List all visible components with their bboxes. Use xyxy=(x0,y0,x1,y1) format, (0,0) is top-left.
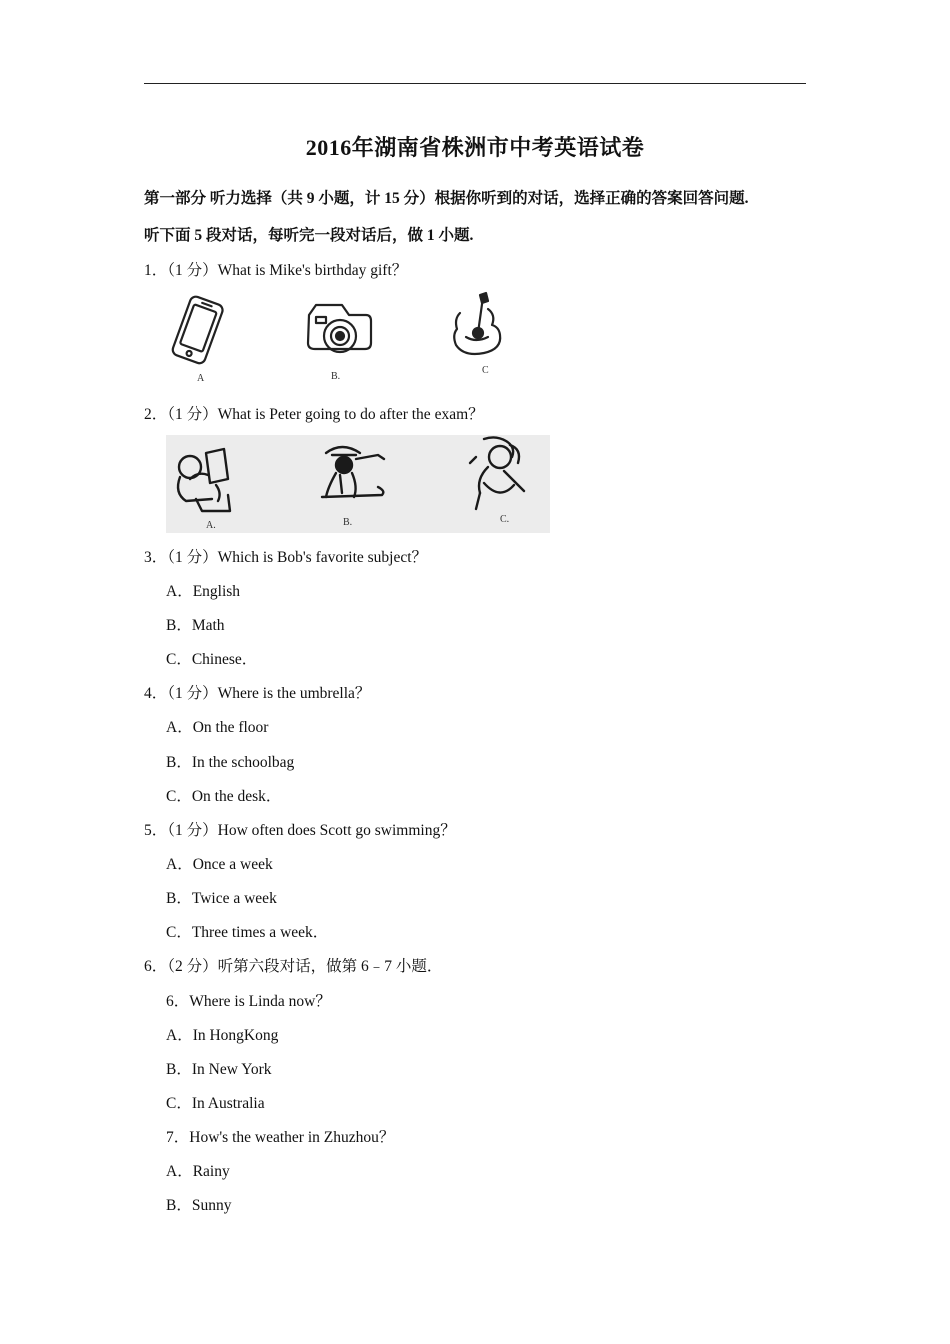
question-5-option-a[interactable]: A．Once a week xyxy=(166,856,273,873)
section-instruction: 听下面 5 段对话，每听完一段对话后，做 1 小题. xyxy=(144,227,474,244)
question-5-option-b[interactable]: B．Twice a week xyxy=(166,890,277,907)
subquestion-7-option-b[interactable]: B．Sunny xyxy=(166,1197,232,1214)
guitar-icon xyxy=(454,293,500,354)
question-2: 2．（1 分）What is Peter going to do after the exam？ xyxy=(144,406,484,423)
question-3-option-a[interactable]: A．English xyxy=(166,583,241,600)
figure-2-label-c: C. xyxy=(500,514,510,525)
question-5-option-c[interactable]: C．Three times a week． xyxy=(166,924,329,941)
header-rule xyxy=(144,83,806,84)
phone-icon xyxy=(171,295,224,365)
question-4-option-b[interactable]: B．In the schoolbag xyxy=(166,754,295,771)
question-3-option-b[interactable]: B．Math xyxy=(166,617,225,634)
question-3-option-c[interactable]: C．Chinese． xyxy=(166,651,258,668)
camera-icon xyxy=(308,305,371,352)
question-3: 3．（1 分）Which is Bob's favorite subject？ xyxy=(144,549,428,566)
section-intro: 第一部分 听力选择（共 9 小题，计 15 分）根据你听到的对话，选择正确的答案回答问题. xyxy=(144,190,749,207)
figure-1-label-b: B. xyxy=(331,371,341,382)
question-4: 4．（1 分）Where is the umbrella？ xyxy=(144,685,371,702)
question-1: 1．（1 分）What is Mike's birthday gift？ xyxy=(144,262,408,279)
subquestion-6-option-b[interactable]: B．In New York xyxy=(166,1061,272,1078)
subquestion-6-option-c[interactable]: C．In Australia xyxy=(166,1095,265,1112)
question-2-figure xyxy=(166,435,550,533)
subquestion-7: 7．How's the weather in Zhuzhou？ xyxy=(166,1129,395,1146)
figure-1-label-c: C xyxy=(482,365,489,376)
subquestion-7-option-a[interactable]: A．Rainy xyxy=(166,1163,230,1180)
question-4-option-c[interactable]: C．On the desk． xyxy=(166,788,282,805)
figure-2-label-b: B. xyxy=(343,517,353,528)
subquestion-6: 6．Where is Linda now？ xyxy=(166,993,331,1010)
subquestion-6-option-a[interactable]: A．In HongKong xyxy=(166,1027,279,1044)
question-1-figure xyxy=(166,291,546,387)
page-title: 2016年湖南省株洲市中考英语试卷 xyxy=(305,135,645,160)
figure-1-label-a: A xyxy=(197,373,205,384)
question-6: 6．（2 分）听第六段对话，做第 6﹣7 小题． xyxy=(144,958,443,975)
question-5: 5．（1 分）How often does Scott go swimming？ xyxy=(144,822,456,839)
figure-2-label-a: A. xyxy=(206,520,216,531)
question-4-option-a[interactable]: A．On the floor xyxy=(166,719,269,736)
